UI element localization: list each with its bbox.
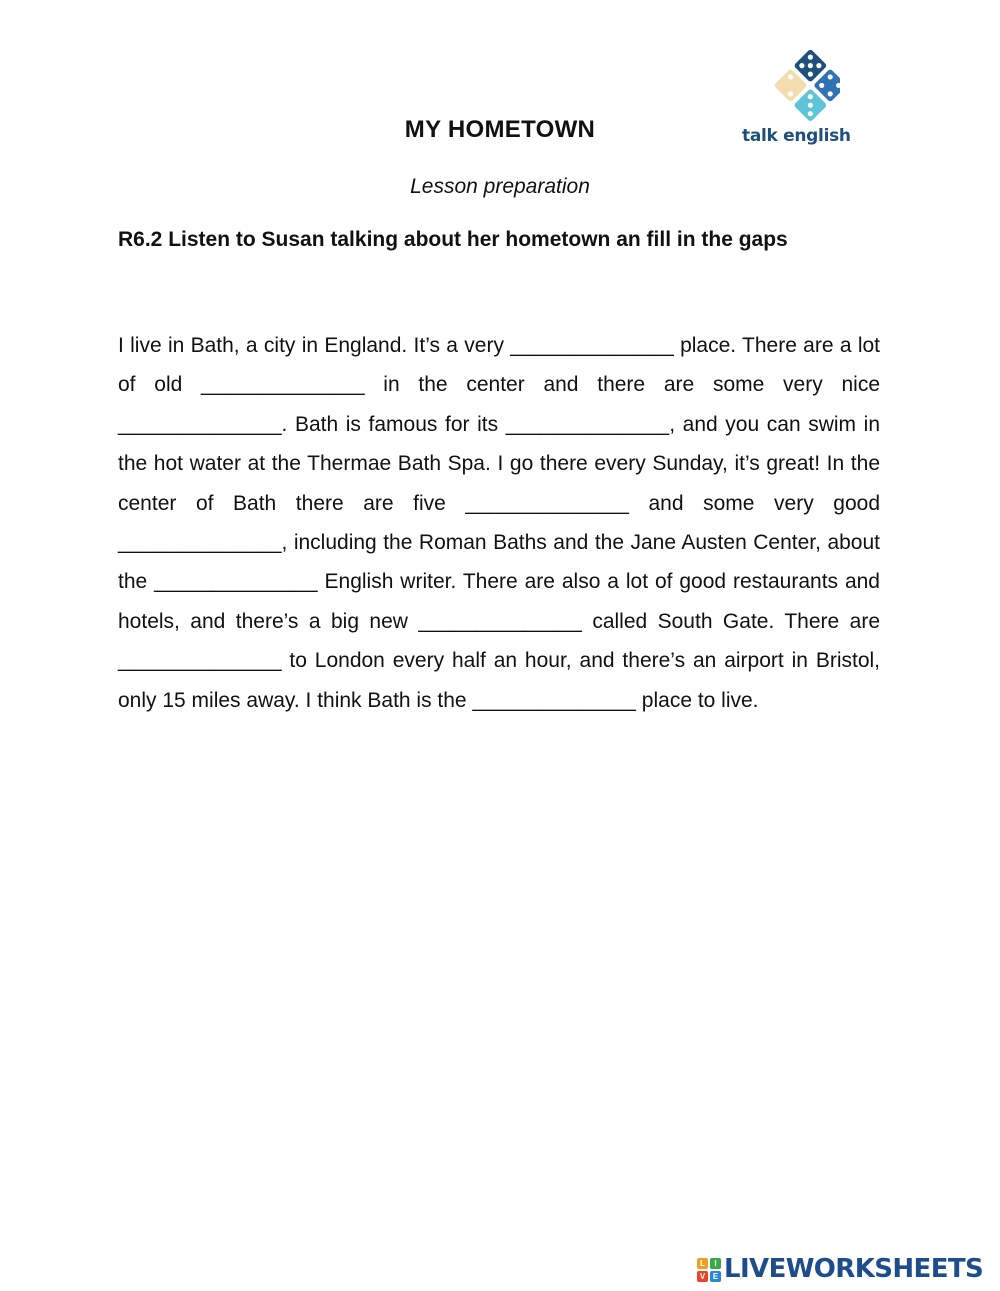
liveworksheets-mark-icon xyxy=(697,1258,723,1284)
mark-letter-i: I xyxy=(710,1258,721,1269)
mark-letter-e: E xyxy=(710,1271,721,1282)
liveworksheets-footer xyxy=(697,1254,997,1288)
mark-letter-v: V xyxy=(697,1271,708,1282)
logo-text: talk english xyxy=(742,126,851,146)
footer-brand: LIVEWORKSHEETS xyxy=(724,1254,984,1284)
page-subtitle: Lesson preparation xyxy=(410,175,590,198)
mark-letter-l: L xyxy=(697,1258,708,1269)
exercise-instruction: R6.2 Listen to Susan talking about her hometown an fill in the gaps xyxy=(118,228,788,251)
page-title: MY HOMETOWN xyxy=(404,116,596,143)
gap-fill-passage: I live in Bath, a city in England. It’s a very ______________ place. There are a lot of old ______________ in the center and there are some very nice ______________. Bath is famous for its ______________, and you can swim in the hot water at the Thermae Bath Spa. I go there every Sunday, it’s great! In the center of Bath there are five ______________ and some very good ______________, including the Roman Baths and the Jane Austen Center, about the ______________ English writer. There are also a lot of good restaurants and hotels, and there’s a big new ______________ called South Gate. There are ______________ to London every half an hour, and there’s an airport in Bristol, only 15 miles away. I think Bath is the ______________ place to live. xyxy=(118,334,880,712)
